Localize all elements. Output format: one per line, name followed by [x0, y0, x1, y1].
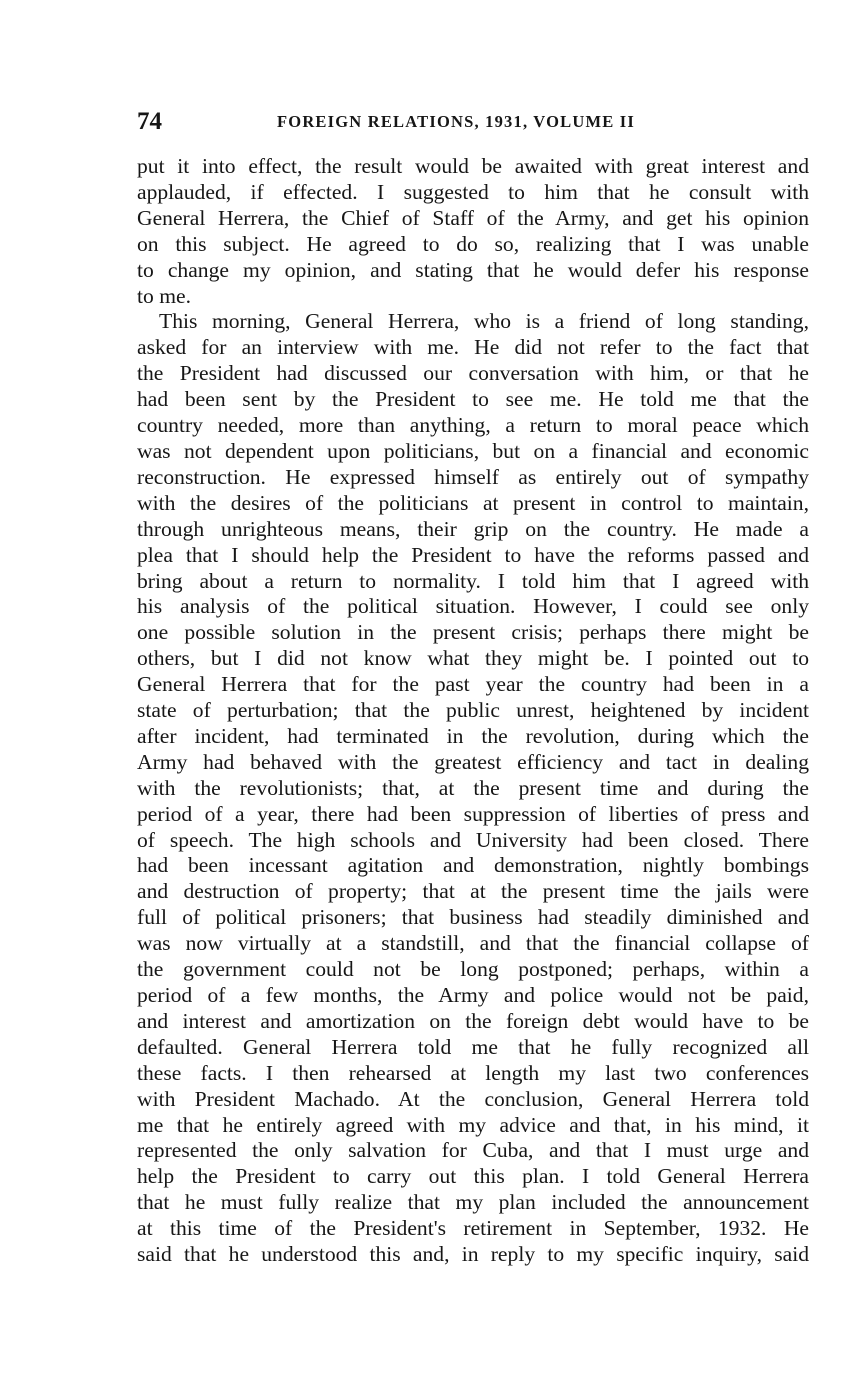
- text-line: to change my opinion, and stating that he would defer his response: [137, 257, 809, 282]
- text-line: that he must fully realize that my plan included the announcement: [137, 1190, 809, 1215]
- text-line: of speech. The high schools and University had been closed. There: [137, 827, 809, 852]
- text-line: help the President to carry out this plan. I told General Herrera: [137, 1164, 809, 1189]
- text-line: state of perturbation; that the public unrest, heightened by incident: [137, 698, 809, 723]
- text-line: General Herrera that for the past year the country had been in a: [137, 672, 809, 697]
- text-line: applauded, if effected. I suggested to him that he consult with: [137, 179, 809, 204]
- text-line: This morning, General Herrera, who is a friend of long standing,: [159, 309, 809, 334]
- page-number: 74: [137, 108, 162, 135]
- text-line: with the desires of the politicians at present in control to maintain,: [137, 490, 809, 515]
- text-line: put it into effect, the result would be awaited with great interest and: [137, 154, 809, 178]
- text-line: and interest and amortization on the foreign debt would have to be: [137, 1008, 809, 1033]
- text-line: was now virtually at a standstill, and that the financial collapse of: [137, 931, 809, 956]
- text-line: me that he entirely agreed with my advice and that, in his mind, it: [137, 1112, 809, 1137]
- text-line: at this time of the President's retirement in September, 1932. He: [137, 1216, 809, 1241]
- text-line: period of a few months, the Army and police would not be paid,: [137, 983, 809, 1007]
- text-line: plea that I should help the President to have the reforms passed and: [137, 542, 809, 567]
- text-line: was not dependent upon politicians, but on a financial and economic: [137, 438, 809, 463]
- text-line: his analysis of the political situation. However, I could see only: [137, 594, 809, 619]
- text-line: reconstruction. He expressed himself as entirely out of sympathy: [137, 464, 809, 489]
- text-line: had been incessant agitation and demonstration, nightly bombings: [137, 853, 809, 878]
- text-line: these facts. I then rehearsed at length my last two conferences: [137, 1060, 809, 1085]
- text-line: represented the only salvation for Cuba, and that I must urge and: [137, 1138, 809, 1163]
- text-line: said that he understood this and, in reply to my specific inquiry, said: [137, 1242, 809, 1267]
- text-line: to me.: [137, 283, 191, 308]
- page-header: [137, 104, 809, 140]
- text-line: others, but I did not know what they might be. I pointed out to: [137, 646, 809, 671]
- text-line: and destruction of property; that at the present time the jails were: [137, 879, 809, 904]
- text-line: full of political prisoners; that business had steadily diminished and: [137, 905, 809, 930]
- text-line: asked for an interview with me. He did not refer to the fact that: [137, 335, 809, 360]
- text-line: period of a year, there had been suppression of liberties of press and: [137, 801, 809, 826]
- text-line: Army had behaved with the greatest efficiency and tact in dealing: [137, 749, 809, 774]
- text-line: defaulted. General Herrera told me that he fully recognized all: [137, 1034, 809, 1059]
- text-line: the President had discussed our conversation with him, or that he: [137, 361, 809, 386]
- running-title: FOREIGN RELATIONS, 1931, VOLUME II: [277, 112, 635, 131]
- text-line: with the revolutionists; that, at the present time and during the: [137, 775, 809, 800]
- text-line: one possible solution in the present crisis; perhaps there might be: [137, 620, 809, 645]
- text-line: country needed, more than anything, a return to moral peace which: [137, 413, 809, 438]
- text-line: with President Machado. At the conclusion, General Herrera told: [137, 1086, 809, 1111]
- text-line: General Herrera, the Chief of Staff of the Army, and get his opinion: [137, 205, 809, 230]
- text-line: bring about a return to normality. I told him that I agreed with: [137, 568, 809, 593]
- text-line: the government could not be long postponed; perhaps, within a: [137, 957, 809, 982]
- text-line: on this subject. He agreed to do so, realizing that I was unable: [137, 231, 809, 256]
- body-text: [137, 154, 809, 1268]
- text-line: had been sent by the President to see me. He told me that the: [137, 387, 809, 412]
- text-line: after incident, had terminated in the revolution, during which the: [137, 723, 809, 748]
- text-line: through unrighteous means, their grip on the country. He made a: [137, 516, 809, 541]
